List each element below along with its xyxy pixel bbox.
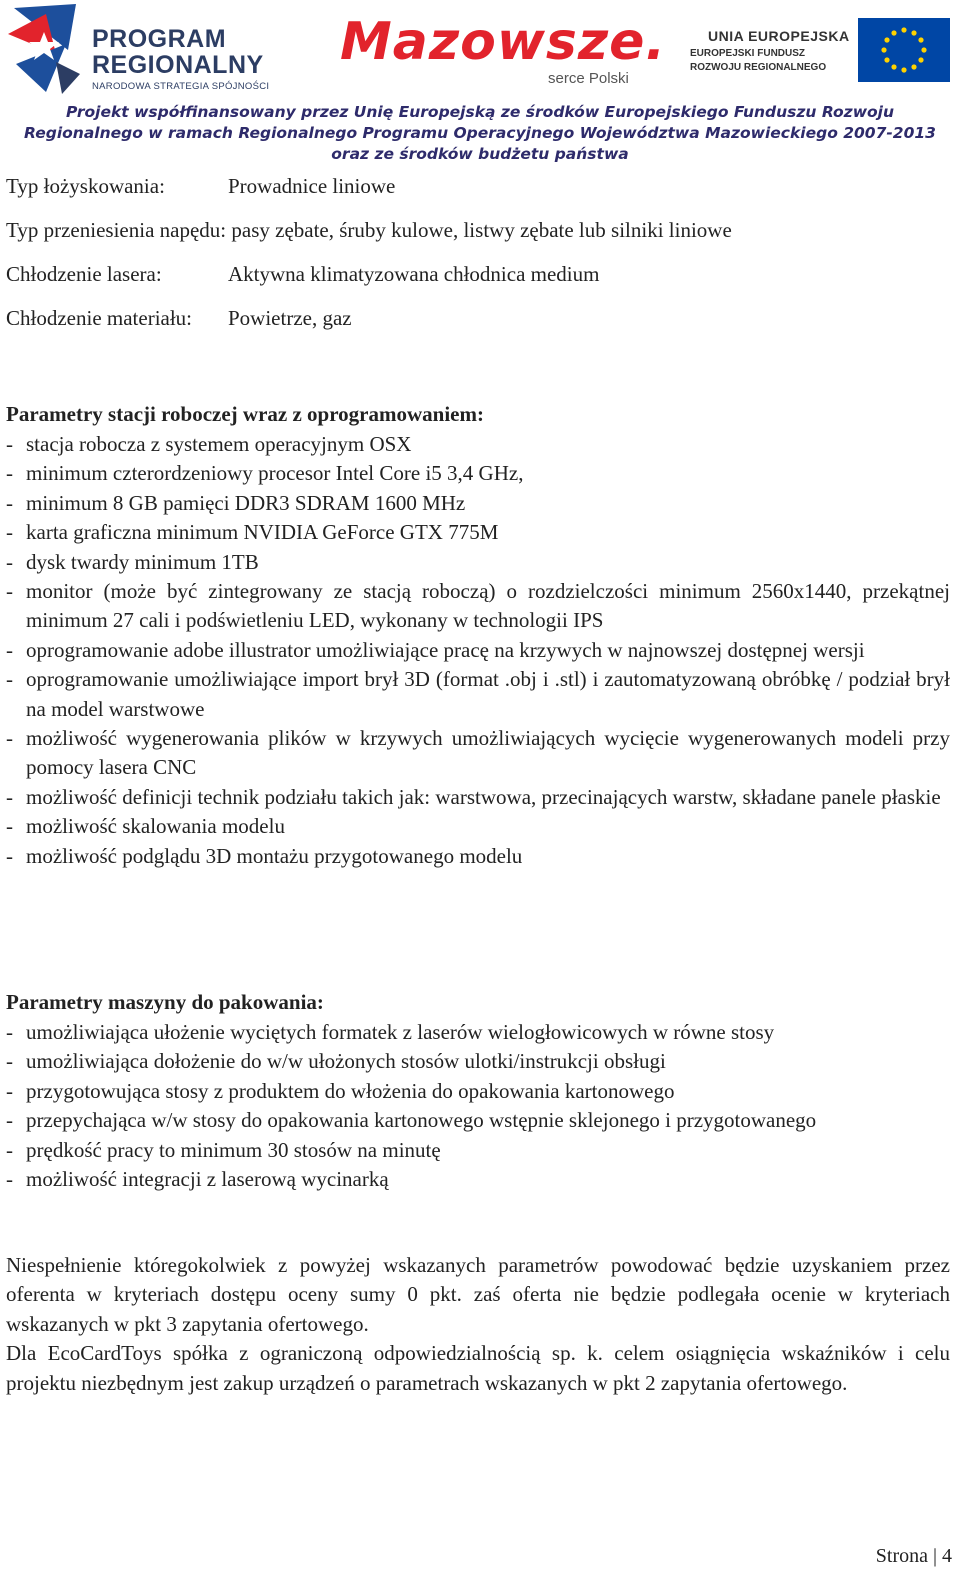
- packing-list: [6, 1018, 950, 1194]
- list-item-text: umożliwiająca ułożenie wyciętych formatek z laserów wielogłowicowych w równe stosy: [26, 1020, 775, 1044]
- list-item: - możliwość podglądu 3D montażu przygotowanego modelu: [6, 843, 523, 868]
- closing-paragraph: Niespełnienie któregokolwiek z powyżej wskazanych parametrów powodować będzie uzyskaniem przez oferenta w kryteriach dostępu oceny sumy 0 pkt. zaś oferta nie będzie podlegała ocenie w kryteriach wskazanych w pkt 3 zapytania ofertowego.: [6, 1253, 950, 1336]
- list-item: - możliwość definicji technik podziału takich jak: warstwowa, przecinających warstw, składane panele płaskie: [6, 784, 941, 809]
- list-item-text: stacja robocza z systemem operacyjnym OSX: [26, 432, 412, 456]
- list-item-text: możliwość definicji technik podziału takich jak: warstwowa, przecinających warstw, składane panele płaskie: [26, 784, 941, 809]
- list-item-text: przepychająca w/w stosy do opakowania kartonowego wstępnie sklejonego i przygotowanego: [26, 1108, 817, 1133]
- list-item-text: oprogramowanie adobe illustrator umożliwiające pracę na krzywych w najnowszej dostępnej wersji: [26, 637, 865, 662]
- list-item: - możliwość integracji z laserową wycinarką: [6, 1167, 389, 1192]
- spec-row: [6, 216, 732, 245]
- header-logos: [0, 0, 960, 163]
- list-item: - karta graficzna minimum NVIDIA GeForce GTX 775M: [6, 520, 499, 545]
- list-item: - minimum czterordzeniowy procesor Intel Core i5 3,4 GHz,: [6, 461, 524, 486]
- program-regionalny-logo: [6, 4, 306, 96]
- list-item: - prędkość pracy to minimum 30 stosów na minutę: [6, 1137, 441, 1162]
- spec-label: Typ przeniesienia napędu:: [6, 218, 227, 242]
- program-logo-line3: NARODOWA STRATEGIA SPÓJNOŚCI: [92, 81, 270, 92]
- mazowsze-tagline: serce Polski: [548, 70, 629, 87]
- list-item: - stacja robocza z systemem operacyjnym OSX: [6, 432, 412, 456]
- spec-row: [0, 260, 960, 289]
- spec-value: pasy zębate, śruby kulowe, listwy zębate lub silniki liniowe: [231, 218, 732, 242]
- list-item-text: minimum 8 GB pamięci DDR3 SDRAM 1600 MHz: [26, 490, 466, 515]
- list-item: - monitor (może być zintegrowany ze stacją roboczą) o rozdzielczości minimum 2560x1440, przekątnej minimum 27 cali i podświetleniu LED, wykonany w technologii IPS: [6, 579, 950, 633]
- spec-row: [0, 172, 960, 201]
- eu-logo-line1: UNIA EUROPEJSKA: [708, 28, 850, 44]
- list-item-text: oprogramowanie umożliwiające import brył 3D (format .obj i .stl) i zautomatyzowaną obróbkę / podział brył na model warstwowe: [26, 667, 950, 721]
- list-item-text: prędkość pracy to minimum 30 stosów na minutę: [26, 1137, 441, 1162]
- cofinancing-line: Projekt współfinansowany przez Unię Europejską ze środków Europejskiego Funduszu Rozwoju: [65, 103, 895, 121]
- list-item: - przygotowująca stosy z produktem do włożenia do opakowania kartonowego: [6, 1078, 675, 1103]
- list-item-text: karta graficzna minimum NVIDIA GeForce GTX 775M: [26, 520, 499, 545]
- list-item-text: minimum czterordzeniowy procesor Intel Core i5 3,4 GHz,: [26, 461, 524, 486]
- closing-paragraph: Dla EcoCardToys spółka z ograniczoną odpowiedzialnością sp. k. celem osiągnięcia wskaźników i celu projektu niezbędnym jest zakup urządzeń o parametrach wskazanych w pkt 2 zapytania ofertowego.: [6, 1341, 950, 1395]
- list-item: - oprogramowanie umożliwiające import brył 3D (format .obj i .stl) i zautomatyzowaną obróbkę / podział brył na model warstwowe: [6, 667, 950, 721]
- list-item-text: możliwość wygenerowania plików w krzywych umożliwiających wycięcie wygenerowanych modeli przy pomocy lasera CNC: [26, 726, 950, 780]
- program-logo-line1: PROGRAM: [92, 25, 227, 53]
- spec-value: Prowadnice liniowe: [228, 174, 396, 198]
- list-item-text: możliwość podglądu 3D montażu przygotowanego modelu: [26, 843, 523, 868]
- cofinancing-line: oraz ze środków budżetu państwa: [331, 145, 629, 163]
- spec-label: Typ łożyskowania:: [6, 174, 165, 198]
- spec-label: Chłodzenie materiału:: [6, 306, 193, 330]
- eu-flag-icon: [858, 18, 950, 82]
- list-item: - umożliwiająca ułożenie wyciętych formatek z laserów wielogłowicowych w równe stosy: [6, 1020, 775, 1044]
- list-item: - oprogramowanie adobe illustrator umożliwiające pracę na krzywych w najnowszej dostępnej wersji: [6, 637, 865, 662]
- workstation-heading: Parametry stacji roboczej wraz z oprogramowaniem:: [6, 402, 484, 426]
- star-emblem-icon: [6, 4, 82, 96]
- list-item: - możliwość wygenerowania plików w krzywych umożliwiających wycięcie wygenerowanych modeli przy pomocy lasera CNC: [6, 726, 950, 780]
- spec-value: Powietrze, gaz: [228, 306, 352, 330]
- list-item: - dysk twardy minimum 1TB: [6, 549, 259, 574]
- list-item-text: możliwość integracji z laserową wycinarką: [26, 1167, 389, 1192]
- list-item: - przepychająca w/w stosy do opakowania kartonowego wstępnie sklejonego i przygotowanego: [6, 1108, 817, 1133]
- program-logo-line2: REGIONALNY: [92, 51, 264, 79]
- spec-label: Chłodzenie lasera:: [6, 262, 162, 286]
- eu-logo-line2: EUROPEJSKI FUNDUSZ: [690, 48, 806, 59]
- spec-row: [0, 304, 960, 333]
- list-item-text: monitor (może być zintegrowany ze stacją roboczą) o rozdzielczości minimum 2560x1440, przekątnej minimum 27 cali i podświetleniu LED, wykonany w technologii IPS: [26, 579, 950, 633]
- page-number: Strona | 4: [875, 1545, 952, 1567]
- spec-value: Aktywna klimatyzowana chłodnica medium: [228, 262, 600, 286]
- eu-logo: [690, 14, 952, 86]
- list-item: - możliwość skalowania modelu: [6, 814, 285, 839]
- list-item-text: umożliwiająca dołożenie do w/w ułożonych stosów ulotki/instrukcji obsługi: [26, 1049, 666, 1074]
- list-item: - minimum 8 GB pamięci DDR3 SDRAM 1600 MHz: [6, 490, 466, 515]
- mazowsze-logo: [340, 8, 667, 94]
- eu-logo-line3: ROZWOJU REGIONALNEGO: [690, 62, 827, 73]
- workstation-list: [6, 430, 950, 871]
- list-item-text: przygotowująca stosy z produktem do włożenia do opakowania kartonowego: [26, 1078, 675, 1103]
- cofinancing-line: Regionalnego w ramach Regionalnego Programu Operacyjnego Województwa Mazowieckiego 2007-2013: [24, 124, 936, 142]
- closing-text: [6, 1251, 950, 1398]
- mazowsze-wordmark: Mazowsze.: [340, 12, 667, 72]
- packing-heading: Parametry maszyny do pakowania:: [6, 990, 324, 1014]
- list-item: - umożliwiająca dołożenie do w/w ułożonych stosów ulotki/instrukcji obsługi: [6, 1049, 666, 1074]
- cofinancing-statement: [0, 102, 960, 165]
- list-item-text: dysk twardy minimum 1TB: [26, 549, 259, 574]
- list-item-text: możliwość skalowania modelu: [26, 814, 285, 839]
